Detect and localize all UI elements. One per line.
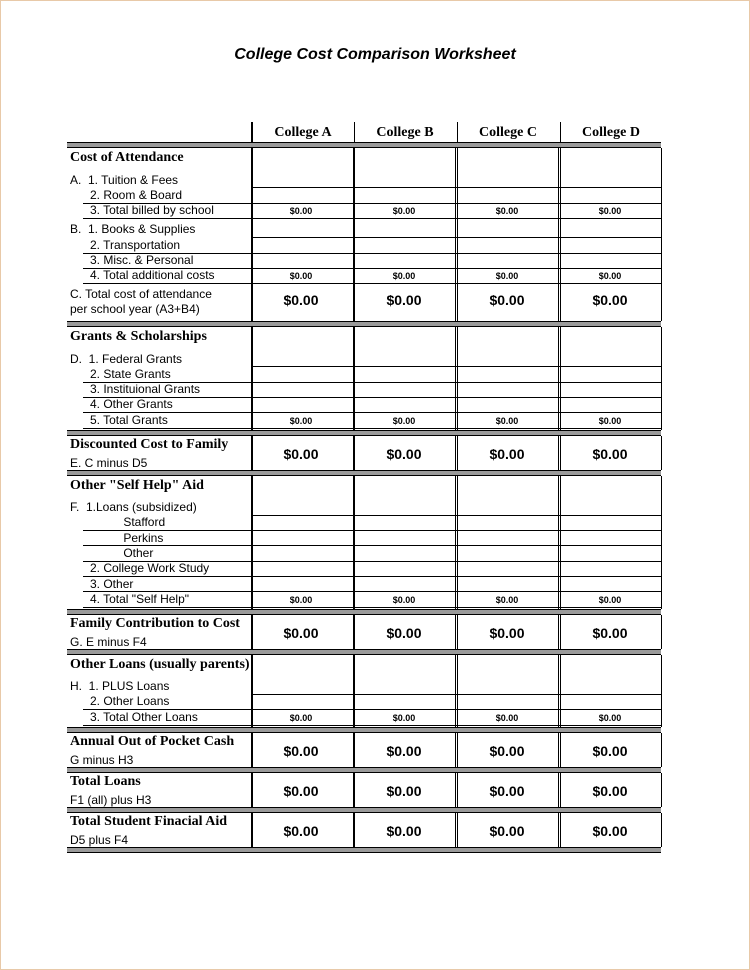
value-column[interactable] (560, 327, 662, 430)
table-header (67, 122, 661, 142)
row-rule (83, 530, 661, 531)
row-rule (83, 725, 661, 726)
section-title: Annual Out of Pocket Cash (70, 733, 235, 749)
amount-value: $0.00 (495, 415, 519, 426)
row-label: 2. Room & Board (70, 187, 183, 202)
row-label: H. 1. PLUS Loans (70, 679, 170, 694)
amount-value: $0.00 (598, 271, 622, 282)
section-discounted-cost-to-family (67, 436, 661, 470)
amount-value: $0.00 (386, 742, 422, 759)
amount-value: $0.00 (392, 415, 416, 426)
row-rule (83, 576, 661, 577)
amount-value: $0.00 (289, 271, 313, 282)
amount-value: $0.00 (489, 742, 525, 759)
section-title: Grants & Scholarships (70, 329, 207, 345)
section-formula-label: G. E minus F4 (70, 634, 147, 649)
row-label: Stafford (70, 515, 166, 530)
row-label: 4. Other Grants (70, 397, 173, 412)
amount-value: $0.00 (592, 822, 628, 839)
amount-value: $0.00 (495, 205, 519, 216)
section-family-contribution-to-cost (67, 615, 661, 649)
amount-value: $0.00 (592, 445, 628, 462)
amount-value: $0.00 (592, 782, 628, 799)
row-label: Other (70, 545, 154, 560)
value-column[interactable] (354, 327, 456, 430)
amount-value: $0.00 (598, 205, 622, 216)
row-label: 3. Total billed by school (70, 203, 214, 218)
column-header-college-c: College C (457, 122, 558, 142)
section-formula-label: G minus H3 (70, 752, 134, 767)
row-label: 2. State Grants (70, 366, 171, 381)
amount-value: $0.00 (386, 292, 422, 309)
amount-value: $0.00 (592, 292, 628, 309)
amount-value: $0.00 (289, 205, 313, 216)
row-label: B. 1. Books & Supplies (70, 222, 196, 237)
row-label: 3. Total Other Loans (70, 709, 198, 724)
amount-value: $0.00 (283, 822, 319, 839)
row-rule (251, 515, 661, 516)
amount-value: $0.00 (489, 782, 525, 799)
section-divider (67, 847, 661, 853)
amount-value: $0.00 (283, 292, 319, 309)
row-label: C. Total cost of attendance (70, 287, 212, 302)
row-label: 2. College Work Study (70, 561, 210, 576)
amount-value: $0.00 (386, 624, 422, 641)
section-title: Total Loans (70, 773, 141, 789)
amount-value: $0.00 (598, 712, 622, 723)
row-label: D. 1. Federal Grants (70, 351, 183, 366)
amount-value: $0.00 (386, 822, 422, 839)
value-column[interactable] (354, 476, 456, 609)
column-header-college-b: College B (354, 122, 455, 142)
amount-value: $0.00 (392, 594, 416, 605)
section-title: Cost of Attendance (70, 150, 184, 165)
section-other-self-help-aid (67, 476, 661, 609)
section-annual-out-of-pocket-cash (67, 733, 661, 767)
section-formula-label: D5 plus F4 (70, 832, 129, 847)
section-cost-of-attendance (67, 148, 661, 321)
amount-value: $0.00 (289, 712, 313, 723)
section-total-student-finacial-aid (67, 813, 661, 847)
row-rule (251, 694, 661, 695)
amount-value: $0.00 (283, 445, 319, 462)
worksheet-table (67, 122, 661, 853)
amount-value: $0.00 (283, 782, 319, 799)
amount-value: $0.00 (598, 415, 622, 426)
amount-value: $0.00 (489, 292, 525, 309)
value-column[interactable] (457, 476, 559, 609)
section-title: Other Loans (usually parents) (70, 656, 250, 672)
row-label: 3. Misc. & Personal (70, 253, 194, 267)
row-label: 3. Other (70, 576, 134, 591)
row-label: Perkins (70, 530, 164, 545)
amount-value: $0.00 (392, 712, 416, 723)
section-title: Discounted Cost to Family (70, 436, 229, 452)
amount-value: $0.00 (489, 445, 525, 462)
row-rule (83, 218, 661, 219)
row-rule (83, 428, 661, 429)
value-column[interactable] (457, 327, 559, 430)
amount-value: $0.00 (289, 415, 313, 426)
amount-value: $0.00 (495, 271, 519, 282)
row-label: 2. Transportation (70, 237, 181, 252)
sections-container (67, 142, 661, 853)
row-rule (83, 545, 661, 546)
amount-value: $0.00 (598, 594, 622, 605)
value-column[interactable] (251, 327, 354, 430)
row-rule (251, 237, 661, 238)
row-rule (83, 283, 661, 284)
section-title: Family Contribution to Cost (70, 615, 240, 631)
value-column[interactable] (251, 476, 354, 609)
section-total-loans (67, 773, 661, 807)
amount-value: $0.00 (592, 624, 628, 641)
amount-value: $0.00 (392, 271, 416, 282)
section-title: Other "Self Help" Aid (70, 477, 204, 493)
amount-value: $0.00 (489, 624, 525, 641)
amount-value: $0.00 (289, 594, 313, 605)
row-label: F. 1.Loans (subsidized) (70, 500, 197, 515)
row-label: 5. Total Grants (70, 412, 168, 427)
row-label: A. 1. Tuition & Fees (70, 172, 179, 187)
section-formula-label: F1 (all) plus H3 (70, 792, 152, 807)
row-label: 4. Total additional costs (70, 268, 215, 283)
row-rule (83, 607, 661, 608)
amount-value: $0.00 (495, 594, 519, 605)
amount-value: $0.00 (386, 445, 422, 462)
row-label: 2. Other Loans (70, 694, 170, 709)
amount-value: $0.00 (283, 624, 319, 641)
row-label: 3. Instituional Grants (70, 382, 201, 397)
column-header-college-d: College D (560, 122, 661, 142)
amount-value: $0.00 (489, 822, 525, 839)
value-column[interactable] (560, 476, 662, 609)
section-other-loans-usually-parents (67, 655, 661, 727)
page-title: College Cost Comparison Worksheet (234, 46, 516, 63)
amount-value: $0.00 (386, 782, 422, 799)
amount-value: $0.00 (495, 712, 519, 723)
section-grants-scholarships (67, 327, 661, 430)
row-label: 4. Total "Self Help" (70, 591, 190, 606)
amount-value: $0.00 (283, 742, 319, 759)
row-rule (83, 412, 661, 413)
section-formula-label: E. C minus D5 (70, 455, 148, 470)
column-header-college-a: College A (251, 122, 353, 142)
section-title: Total Student Finacial Aid (70, 813, 228, 829)
row-label: per school year (A3+B4) (70, 302, 200, 317)
row-rule (251, 366, 661, 367)
amount-value: $0.00 (592, 742, 628, 759)
row-rule (251, 187, 661, 188)
amount-value: $0.00 (392, 205, 416, 216)
